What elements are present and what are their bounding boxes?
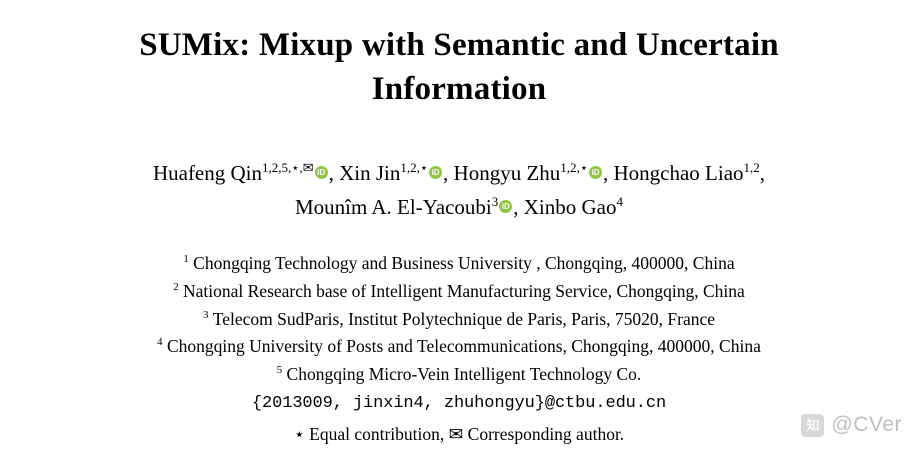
page-title: SUMix: Mixup with Semantic and Uncertain Information: [139, 27, 779, 107]
affiliation-list: [40, 250, 878, 449]
author-line-1: [44, 157, 874, 191]
orcid-icon[interactable]: [499, 200, 512, 213]
zhihu-logo-icon: 知: [801, 414, 824, 437]
contact-email[interactable]: {2013009, jinxin4, zhuhongyu}@ctbu.edu.cn: [251, 394, 667, 414]
author-affiliation-marker: 1,2: [743, 160, 760, 176]
watermark: [801, 413, 902, 437]
affiliation-text: National Research base of Intelligent Manufacturing Service, Chongqing, China: [183, 280, 745, 301]
affiliation-marker: 2: [173, 281, 179, 294]
author-name: , Xin Jin: [328, 161, 401, 186]
affiliation-item: [40, 333, 878, 361]
orcid-icon[interactable]: [315, 166, 328, 179]
affiliation-marker: 3: [202, 308, 209, 321]
author-affiliation-marker: 1,2,⋆: [400, 160, 429, 176]
watermark-text: @CVer: [831, 413, 902, 436]
author-affiliation-marker: 4: [616, 193, 624, 209]
affiliation-marker: 1: [183, 253, 189, 266]
affiliation-text: Chongqing Technology and Business University , Chongqing, 400000, China: [193, 253, 735, 274]
author-line-2: [44, 191, 874, 225]
affiliation-text: Chongqing Micro-Vein Intelligent Technology Co.: [286, 363, 642, 384]
affiliation-marker: 4: [157, 336, 163, 349]
author-affiliation-marker: 3: [491, 193, 499, 209]
author-line-separator: ,: [759, 161, 766, 186]
affiliation-marker: 5: [276, 364, 283, 377]
affiliation-item: [40, 250, 878, 278]
author-name: , Hongyu Zhu: [443, 161, 561, 186]
author-affiliation-marker: 1,2,5,⋆,✉: [262, 160, 314, 176]
author-name: , Hongchao Liao: [602, 161, 744, 186]
orcid-icon[interactable]: [429, 166, 442, 179]
affiliation-item: [40, 278, 878, 306]
author-name: , Xinbo Gao: [513, 194, 617, 219]
author-affiliation-marker: 1,2,⋆: [560, 160, 588, 176]
affiliation-text: Chongqing University of Posts and Telecommunications, Chongqing, 400000, China: [166, 336, 761, 357]
affiliation-item: [40, 361, 878, 389]
affiliation-text: Telecom SudParis, Institut Polytechnique de Paris, Paris, 75020, France: [212, 308, 716, 329]
author-list: [44, 157, 874, 224]
author-footnote: ⋆ Equal contribution, ✉ Corresponding author.: [293, 424, 625, 445]
orcid-icon[interactable]: [589, 166, 602, 179]
affiliation-item: [40, 306, 878, 334]
author-name: Mounîm A. El-Yacoubi: [294, 194, 492, 219]
author-name: Huafeng Qin: [152, 161, 263, 186]
